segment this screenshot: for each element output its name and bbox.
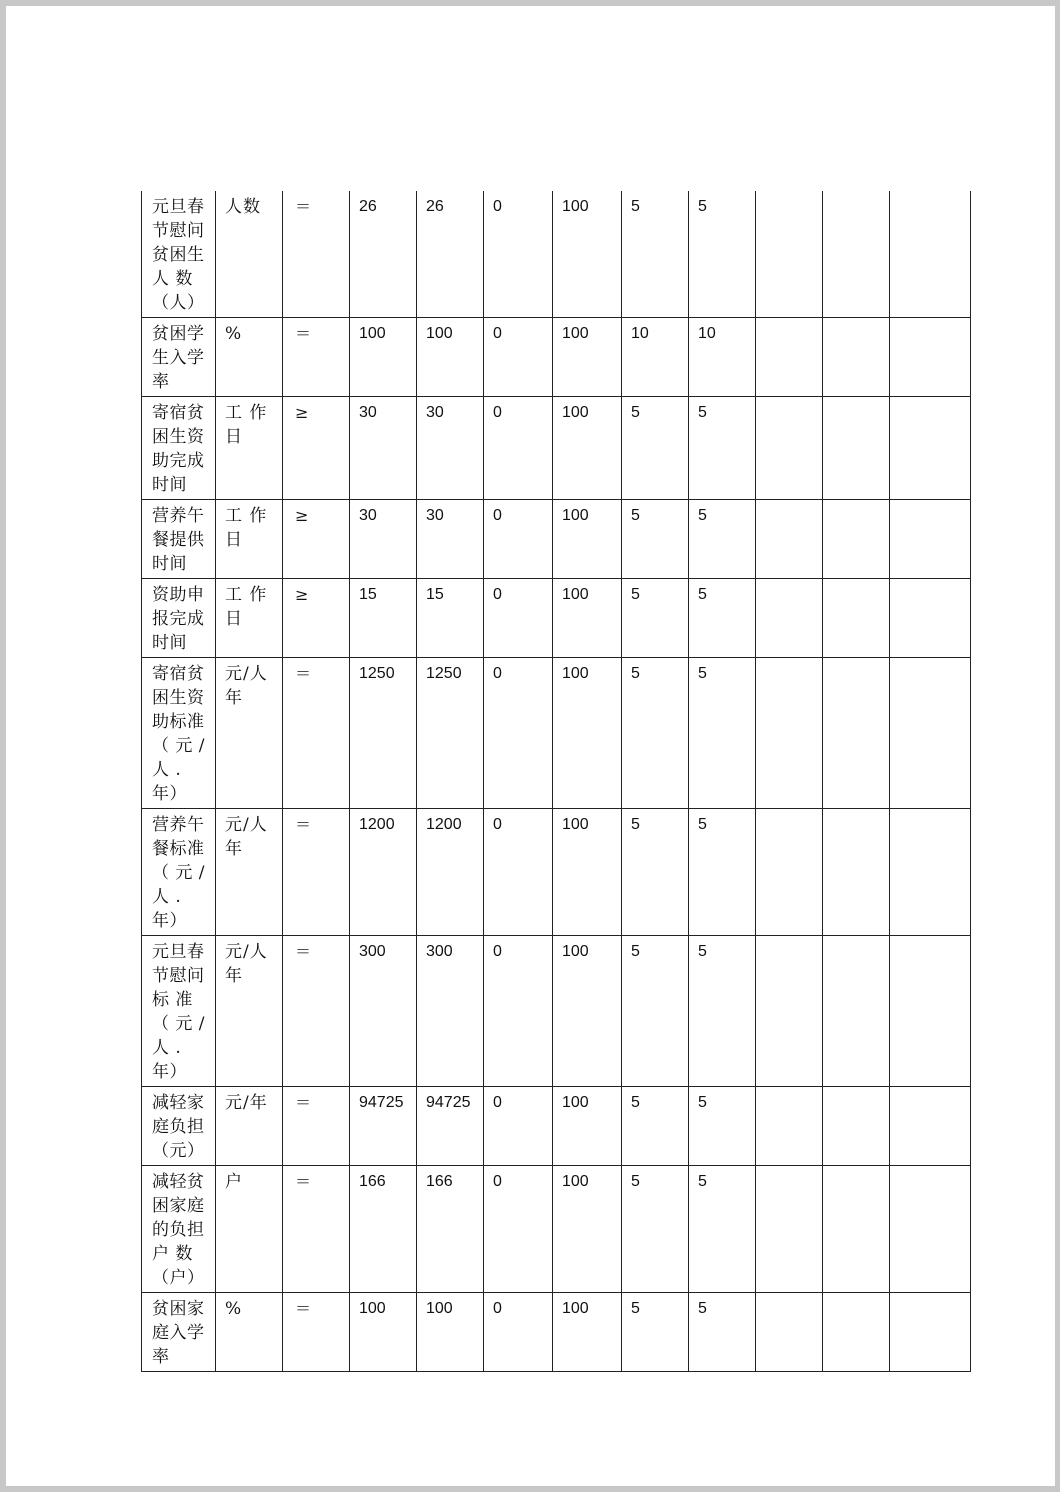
operator-cell: ＝	[283, 1087, 350, 1166]
value-cell: 30	[417, 500, 484, 579]
value-cell: 30	[350, 397, 417, 500]
empty-cell	[756, 658, 823, 809]
indicator-name-cell: 元旦春节慰问贫困生人 数（人）	[142, 191, 216, 318]
value-cell: 15	[350, 579, 417, 658]
value-cell: 0	[484, 579, 553, 658]
empty-cell	[890, 397, 971, 500]
indicator-name-cell: 资助申报完成时间	[142, 579, 216, 658]
operator-cell: ＝	[283, 1293, 350, 1372]
unit-cell: %	[216, 318, 283, 397]
operator-cell: ＝	[283, 658, 350, 809]
value-cell: 300	[417, 936, 484, 1087]
value-cell: 5	[689, 1087, 756, 1166]
empty-cell	[756, 191, 823, 318]
indicator-name-cell: 营养午餐标准（ 元 / 人 . 年）	[142, 809, 216, 936]
value-cell: 26	[417, 191, 484, 318]
empty-cell	[890, 318, 971, 397]
unit-cell: 元/人年	[216, 809, 283, 936]
indicator-name-cell: 营养午餐提供时间	[142, 500, 216, 579]
operator-cell: ＝	[283, 809, 350, 936]
value-cell: 100	[553, 1293, 622, 1372]
empty-cell	[823, 1087, 890, 1166]
empty-cell	[756, 809, 823, 936]
table-row	[142, 318, 971, 397]
value-cell: 166	[417, 1166, 484, 1293]
value-cell: 5	[622, 579, 689, 658]
operator-cell: ≥	[283, 397, 350, 500]
value-cell: 100	[350, 318, 417, 397]
unit-cell: %	[216, 1293, 283, 1372]
table-row	[142, 1293, 971, 1372]
value-cell: 0	[484, 191, 553, 318]
value-cell: 100	[553, 1166, 622, 1293]
table-row	[142, 1087, 971, 1166]
empty-cell	[756, 397, 823, 500]
value-cell: 5	[622, 397, 689, 500]
value-cell: 100	[553, 809, 622, 936]
performance-indicator-table	[141, 191, 971, 1372]
indicator-name-cell: 减轻家庭负担（元）	[142, 1087, 216, 1166]
value-cell: 30	[417, 397, 484, 500]
value-cell: 100	[417, 318, 484, 397]
empty-cell	[823, 809, 890, 936]
value-cell: 5	[689, 500, 756, 579]
value-cell: 5	[689, 1166, 756, 1293]
value-cell: 0	[484, 658, 553, 809]
empty-cell	[890, 500, 971, 579]
value-cell: 1250	[350, 658, 417, 809]
value-cell: 5	[622, 936, 689, 1087]
table-row	[142, 1166, 971, 1293]
value-cell: 300	[350, 936, 417, 1087]
indicator-name-cell: 寄宿贫困生资助标准（ 元 / 人 . 年）	[142, 658, 216, 809]
value-cell: 5	[689, 191, 756, 318]
indicator-name-cell: 元旦春节慰问标 准（ 元 / 人 . 年）	[142, 936, 216, 1087]
value-cell: 10	[622, 318, 689, 397]
indicator-name-cell: 寄宿贫困生资助完成时间	[142, 397, 216, 500]
unit-cell: 元/人年	[216, 658, 283, 809]
value-cell: 0	[484, 809, 553, 936]
value-cell: 0	[484, 1087, 553, 1166]
value-cell: 5	[622, 1087, 689, 1166]
unit-cell: 人数	[216, 191, 283, 318]
empty-cell	[890, 1166, 971, 1293]
operator-cell: ＝	[283, 191, 350, 318]
value-cell: 30	[350, 500, 417, 579]
table-row	[142, 579, 971, 658]
indicator-name-cell: 减轻贫困家庭的负担户 数（户）	[142, 1166, 216, 1293]
value-cell: 15	[417, 579, 484, 658]
empty-cell	[890, 191, 971, 318]
value-cell: 10	[689, 318, 756, 397]
table-row	[142, 397, 971, 500]
value-cell: 1200	[417, 809, 484, 936]
table-row	[142, 191, 971, 318]
unit-cell: 工 作日	[216, 579, 283, 658]
indicator-name-cell: 贫困学生入学率	[142, 318, 216, 397]
empty-cell	[890, 1293, 971, 1372]
empty-cell	[890, 579, 971, 658]
empty-cell	[756, 1166, 823, 1293]
empty-cell	[823, 500, 890, 579]
empty-cell	[823, 579, 890, 658]
value-cell: 166	[350, 1166, 417, 1293]
value-cell: 100	[553, 658, 622, 809]
value-cell: 5	[689, 809, 756, 936]
table-row	[142, 809, 971, 936]
value-cell: 0	[484, 500, 553, 579]
empty-cell	[823, 397, 890, 500]
empty-cell	[756, 1087, 823, 1166]
table-row	[142, 936, 971, 1087]
empty-cell	[823, 1166, 890, 1293]
empty-cell	[756, 1293, 823, 1372]
unit-cell: 元/年	[216, 1087, 283, 1166]
value-cell: 0	[484, 397, 553, 500]
empty-cell	[890, 1087, 971, 1166]
value-cell: 5	[622, 1166, 689, 1293]
value-cell: 100	[553, 936, 622, 1087]
operator-cell: ≥	[283, 500, 350, 579]
empty-cell	[756, 579, 823, 658]
operator-cell: ＝	[283, 318, 350, 397]
empty-cell	[823, 1293, 890, 1372]
unit-cell: 户	[216, 1166, 283, 1293]
document-page	[6, 6, 1055, 1486]
value-cell: 100	[553, 1087, 622, 1166]
value-cell: 94725	[417, 1087, 484, 1166]
unit-cell: 元/人年	[216, 936, 283, 1087]
empty-cell	[823, 936, 890, 1087]
value-cell: 100	[553, 500, 622, 579]
value-cell: 26	[350, 191, 417, 318]
empty-cell	[823, 191, 890, 318]
indicator-name-cell: 贫困家庭入学率	[142, 1293, 216, 1372]
value-cell: 5	[689, 1293, 756, 1372]
empty-cell	[823, 658, 890, 809]
empty-cell	[823, 318, 890, 397]
value-cell: 5	[622, 809, 689, 936]
empty-cell	[756, 318, 823, 397]
empty-cell	[756, 500, 823, 579]
value-cell: 1250	[417, 658, 484, 809]
operator-cell: ＝	[283, 936, 350, 1087]
table-row	[142, 500, 971, 579]
operator-cell: ≥	[283, 579, 350, 658]
table-row	[142, 658, 971, 809]
value-cell: 100	[350, 1293, 417, 1372]
value-cell: 0	[484, 936, 553, 1087]
value-cell: 5	[622, 1293, 689, 1372]
value-cell: 0	[484, 318, 553, 397]
value-cell: 5	[622, 500, 689, 579]
value-cell: 94725	[350, 1087, 417, 1166]
value-cell: 5	[689, 579, 756, 658]
value-cell: 5	[689, 397, 756, 500]
empty-cell	[890, 658, 971, 809]
value-cell: 1200	[350, 809, 417, 936]
value-cell: 0	[484, 1293, 553, 1372]
value-cell: 100	[553, 318, 622, 397]
value-cell: 100	[553, 191, 622, 318]
empty-cell	[756, 936, 823, 1087]
value-cell: 100	[553, 397, 622, 500]
value-cell: 5	[689, 936, 756, 1087]
value-cell: 5	[622, 658, 689, 809]
empty-cell	[890, 809, 971, 936]
value-cell: 100	[417, 1293, 484, 1372]
operator-cell: ＝	[283, 1166, 350, 1293]
value-cell: 0	[484, 1166, 553, 1293]
unit-cell: 工 作日	[216, 397, 283, 500]
value-cell: 5	[622, 191, 689, 318]
unit-cell: 工 作日	[216, 500, 283, 579]
value-cell: 5	[689, 658, 756, 809]
empty-cell	[890, 936, 971, 1087]
value-cell: 100	[553, 579, 622, 658]
